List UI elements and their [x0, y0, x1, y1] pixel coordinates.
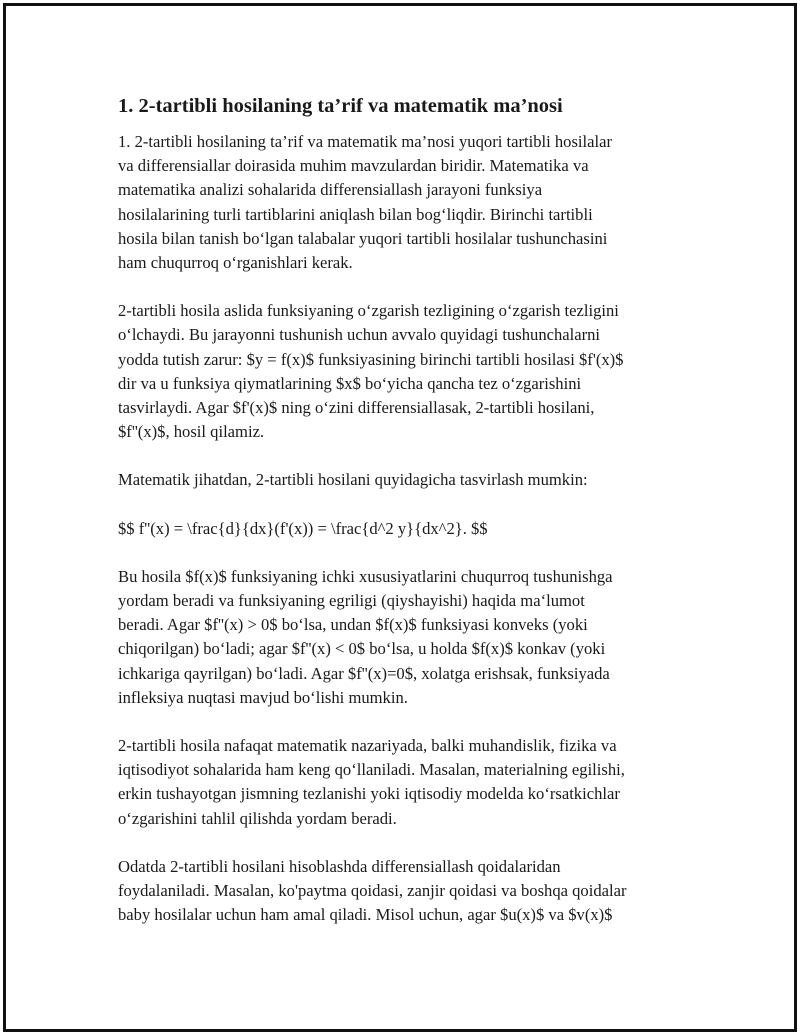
text-line: hosilalarining turli tartiblarini aniqlash bilan bog‘liqdir. Birinchi tartibli	[118, 204, 593, 224]
text-line: $f''(x)$, hosil qilamiz.	[118, 422, 265, 442]
paragraph	[118, 299, 690, 444]
text-line: foydalaniladi. Masalan, ko'paytma qoidasi, zanjir qoidasi va boshqa qoidalar	[118, 881, 627, 901]
text-line: yordam beradi va funksiyaning egriligi (qiyshayishi) haqida ma‘lumot	[118, 591, 585, 611]
text-line: beradi. Agar $f''(x) > 0$ bo‘lsa, undan $f(x)$ funksiyasi konveks (yoki	[118, 615, 588, 635]
paragraph-list	[118, 130, 690, 927]
paragraph	[118, 517, 690, 541]
text-line: dir va u funksiya qiymatlarining $x$ bo‘yicha qancha tez o‘zgarishini	[118, 373, 582, 393]
text-line: ham chuqurroq o‘rganishlari kerak.	[118, 253, 353, 273]
text-line: erkin tushayotgan jismning tezlanishi yoki iqtisodiy modelda ko‘rsatkichlar	[118, 784, 620, 804]
text-line: Matematik jihatdan, 2-tartibli hosilani quyidagicha tasvirlash mumkin:	[118, 470, 588, 490]
text-line: $$ f''(x) = \frac{d}{dx}(f'(x)) = \frac{d^2 y}{dx^2}. $$	[118, 518, 488, 538]
paragraph	[118, 130, 690, 275]
document-body	[118, 92, 690, 951]
text-line: iqtisodiyot sohalarida ham keng qo‘llaniladi. Masalan, materialning egilishi,	[118, 760, 625, 780]
text-line: 1. 2-tartibli hosilaning ta’rif va matematik ma’nosi yuqori tartibli hosilalar	[118, 132, 613, 151]
text-line: ichkariga qayrilgan) bo‘ladi. Agar $f''(x)=0$, xolatga erishsak, funksiyada	[118, 663, 610, 683]
text-line: o‘lchaydi. Bu jarayonni tushunish uchun avvalo quyidagi tushunchalarni	[118, 325, 601, 345]
text-line: 2-tartibli hosila aslida funksiyaning o‘zgarish tezligining o‘zgarish tezligini	[118, 301, 619, 321]
paragraph	[118, 855, 690, 928]
paragraph	[118, 468, 690, 492]
text-line: chiqorilgan) bo‘ladi; agar $f''(x) < 0$ bo‘lsa, u holda $f(x)$ konkav (yoki	[118, 639, 606, 659]
text-line: hosila bilan tanish bo‘lgan talabalar yuqori tartibli hosilalar tushunchasini	[118, 228, 608, 248]
text-line: o‘zgarishini tahlil qilishda yordam beradi.	[118, 808, 397, 828]
text-line: infleksiya nuqtasi mavjud bo‘lishi mumkin.	[118, 687, 408, 707]
text-line: tasvirlaydi. Agar $f'(x)$ ning o‘zini differensiallasak, 2-tartibli hosilani,	[118, 398, 595, 418]
text-line: baby hosilalar uchun ham amal qiladi. Misol uchun, agar $u(x)$ va $v(x)$	[118, 905, 613, 925]
document-title: 1. 2-tartibli hosilaning ta’rif va matematik ma’nosi	[118, 95, 563, 117]
text-line: Odatda 2-tartibli hosilani hisoblashda differensiallash qoidalaridan	[118, 856, 561, 876]
text-line: Bu hosila $f(x)$ funksiyaning ichki xususiyatlarini chuqurroq tushunishga	[118, 566, 613, 586]
text-line: va differensiallar doirasida muhim mavzulardan biridir. Matematika va	[118, 156, 589, 176]
text-line: matematika analizi sohalarida differensiallash jarayoni funksiya	[118, 180, 543, 200]
text-line: yodda tutish zarur: $y = f(x)$ funksiyasining birinchi tartibli hosilasi $f'(x)$	[118, 349, 624, 369]
text-line: 2-tartibli hosila nafaqat matematik nazariyada, balki muhandislik, fizika va	[118, 736, 617, 756]
paragraph	[118, 734, 690, 831]
paragraph	[118, 565, 690, 710]
